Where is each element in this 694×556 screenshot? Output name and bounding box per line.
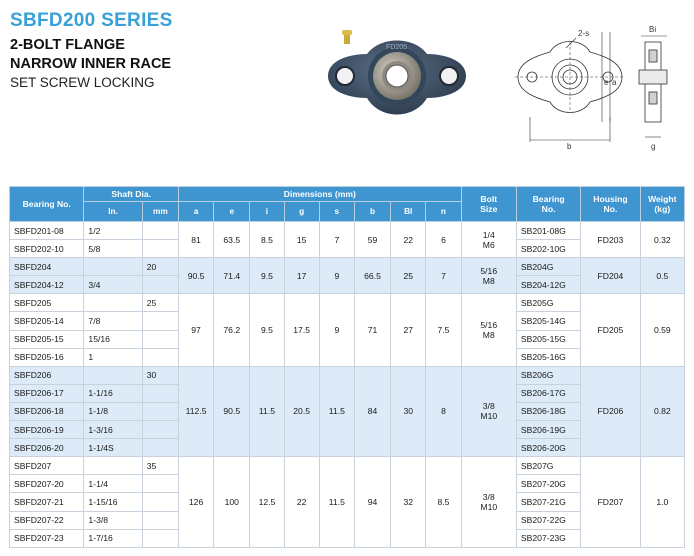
cell-shaft-in: 7/8 (84, 312, 142, 330)
cell-bearing-insert: SB205-16G (516, 348, 580, 366)
cell-dim-bi: 27 (391, 294, 426, 366)
cell-bolt-size: 5/16 M8 (461, 258, 516, 294)
cell-dim-i: 8.5 (250, 222, 284, 258)
cell-housing-no: FD205 (581, 294, 640, 366)
cell-dim-a: 90.5 (178, 258, 213, 294)
cell-weight: 0.59 (640, 294, 684, 366)
cell-bearing-no: SBFD206-20 (10, 439, 84, 457)
cell-dim-e: 90.5 (214, 366, 250, 456)
table-row (10, 258, 685, 276)
cell-shaft-in: 1-1/4S (84, 439, 142, 457)
cell-shaft-mm (142, 475, 178, 493)
cell-bolt-size: 3/8 M10 (461, 457, 516, 547)
cell-dim-g: 22 (284, 457, 319, 547)
th-bolt-size: Bolt Size (461, 187, 516, 222)
svg-text:FD205: FD205 (386, 44, 408, 51)
cell-dim-n: 8.5 (426, 457, 461, 547)
cell-shaft-mm (142, 402, 178, 420)
dim-g-label: g (651, 142, 656, 151)
th-s: s (319, 202, 354, 222)
cell-dim-bi: 30 (391, 366, 426, 456)
cell-dim-e: 76.2 (214, 294, 250, 366)
cell-dim-a: 112.5 (178, 366, 213, 456)
cell-dim-a: 81 (178, 222, 213, 258)
table-row (10, 457, 685, 475)
cell-dim-i: 11.5 (250, 366, 284, 456)
cell-dim-i: 9.5 (250, 258, 284, 294)
dimension-drawing (510, 22, 690, 157)
cell-shaft-in (84, 366, 142, 384)
table-row (10, 294, 685, 312)
cell-shaft-mm: 25 (142, 294, 178, 312)
cell-bolt-size: 3/8 M10 (461, 366, 516, 456)
cell-dim-a: 126 (178, 457, 213, 547)
cell-bearing-insert: SB201-08G (516, 222, 580, 240)
cell-bearing-no: SBFD204-12 (10, 276, 84, 294)
cell-bolt-size: 5/16 M8 (461, 294, 516, 366)
cell-dim-n: 6 (426, 222, 461, 258)
cell-dim-e: 71.4 (214, 258, 250, 294)
cell-shaft-in: 3/4 (84, 276, 142, 294)
cell-dim-g: 20.5 (284, 366, 319, 456)
cell-dim-bi: 32 (391, 457, 426, 547)
cell-shaft-mm: 35 (142, 457, 178, 475)
cell-bearing-insert: SB207-23G (516, 529, 580, 547)
cell-bearing-no: SBFD205-15 (10, 330, 84, 348)
cell-dim-s: 11.5 (319, 366, 354, 456)
cell-bearing-insert: SB204-12G (516, 276, 580, 294)
flange-bearing-photo (322, 28, 472, 128)
th-mm: mm (142, 202, 178, 222)
cell-weight: 0.32 (640, 222, 684, 258)
cell-shaft-in: 1-1/4 (84, 475, 142, 493)
cell-shaft-mm (142, 348, 178, 366)
cell-dim-s: 11.5 (319, 457, 354, 547)
cell-bearing-insert: SB205G (516, 294, 580, 312)
cell-dim-b: 59 (354, 222, 390, 258)
cell-bearing-insert: SB206-18G (516, 402, 580, 420)
th-dimensions: Dimensions (mm) (178, 187, 461, 202)
cell-bearing-no: SBFD201-08 (10, 222, 84, 240)
cell-bearing-no: SBFD205-16 (10, 348, 84, 366)
subtitle-locking: SET SCREW LOCKING (10, 75, 155, 90)
cell-shaft-in: 1-3/16 (84, 421, 142, 439)
cell-bearing-no: SBFD205 (10, 294, 84, 312)
table-row (10, 222, 685, 240)
th-housing-no: Housing No. (581, 187, 640, 222)
cell-dim-s: 9 (319, 294, 354, 366)
th-n: n (426, 202, 461, 222)
cell-bearing-no: SBFD207-22 (10, 511, 84, 529)
cell-shaft-mm: 20 (142, 258, 178, 276)
cell-bearing-no: SBFD206-19 (10, 421, 84, 439)
cell-dim-i: 12.5 (250, 457, 284, 547)
cell-shaft-in: 1 (84, 348, 142, 366)
cell-bearing-insert: SB206-20G (516, 439, 580, 457)
th-e: e (214, 202, 250, 222)
dim-2s-label: 2-s (578, 29, 590, 38)
cell-bearing-no: SBFD202-10 (10, 240, 84, 258)
cell-housing-no: FD204 (581, 258, 640, 294)
cell-dim-a: 97 (178, 294, 213, 366)
header-block (10, 10, 173, 92)
subtitle-inner-race: NARROW INNER RACE (10, 56, 172, 72)
spec-table-body (10, 222, 685, 548)
dim-b-label: b (567, 142, 572, 151)
cell-dim-b: 71 (354, 294, 390, 366)
cell-bearing-no: SBFD206-18 (10, 402, 84, 420)
th-a: a (178, 202, 213, 222)
cell-dim-n: 7.5 (426, 294, 461, 366)
cell-shaft-mm: 30 (142, 366, 178, 384)
dim-e-label: e (604, 78, 609, 87)
dim-bi-label: Bi (649, 25, 657, 34)
cell-bearing-insert: SB204G (516, 258, 580, 276)
cell-bearing-insert: SB205-15G (516, 330, 580, 348)
cell-bearing-no: SBFD207-20 (10, 475, 84, 493)
cell-shaft-in: 1-1/16 (84, 384, 142, 402)
cell-bolt-size: 1/4 M6 (461, 222, 516, 258)
cell-shaft-in (84, 294, 142, 312)
cell-shaft-mm (142, 421, 178, 439)
cell-dim-i: 9.5 (250, 294, 284, 366)
cell-dim-b: 66.5 (354, 258, 390, 294)
th-b: b (354, 202, 390, 222)
cell-shaft-mm (142, 240, 178, 258)
cell-bearing-insert: SB207-22G (516, 511, 580, 529)
cell-shaft-in (84, 258, 142, 276)
cell-bearing-insert: SB207-20G (516, 475, 580, 493)
cell-shaft-mm (142, 439, 178, 457)
cell-bearing-insert: SB202-10G (516, 240, 580, 258)
cell-dim-b: 94 (354, 457, 390, 547)
th-shaft-dia: Shaft Dia. (84, 187, 179, 202)
cell-dim-e: 63.5 (214, 222, 250, 258)
cell-weight: 0.5 (640, 258, 684, 294)
cell-dim-n: 8 (426, 366, 461, 456)
cell-bearing-no: SBFD207-23 (10, 529, 84, 547)
cell-shaft-in: 1-15/16 (84, 493, 142, 511)
th-weight: Weight (kg) (640, 187, 684, 222)
cell-dim-bi: 22 (391, 222, 426, 258)
cell-bearing-insert: SB205-14G (516, 312, 580, 330)
cell-dim-e: 100 (214, 457, 250, 547)
cell-shaft-in: 15/16 (84, 330, 142, 348)
th-bearing-no2: Bearing No. (516, 187, 580, 222)
cell-bearing-no: SBFD207-21 (10, 493, 84, 511)
cell-shaft-in: 1-1/8 (84, 402, 142, 420)
cell-shaft-mm (142, 529, 178, 547)
cell-shaft-mm (142, 312, 178, 330)
cell-housing-no: FD203 (581, 222, 640, 258)
cell-dim-g: 17 (284, 258, 319, 294)
cell-dim-s: 9 (319, 258, 354, 294)
cell-dim-g: 17.5 (284, 294, 319, 366)
th-bearing-no: Bearing No. (10, 187, 84, 222)
cell-shaft-in (84, 457, 142, 475)
cell-bearing-no: SBFD205-14 (10, 312, 84, 330)
cell-shaft-in: 1/2 (84, 222, 142, 240)
cell-dim-g: 15 (284, 222, 319, 258)
cell-bearing-insert: SB206-17G (516, 384, 580, 402)
cell-dim-s: 7 (319, 222, 354, 258)
cell-shaft-mm (142, 384, 178, 402)
cell-shaft-mm (142, 222, 178, 240)
cell-bearing-insert: SB207G (516, 457, 580, 475)
cell-bearing-insert: SB206G (516, 366, 580, 384)
cell-weight: 0.82 (640, 366, 684, 456)
cell-weight: 1.0 (640, 457, 684, 547)
series-title: SBFD200 SERIES (10, 10, 173, 31)
cell-bearing-insert: SB207-21G (516, 493, 580, 511)
cell-dim-b: 84 (354, 366, 390, 456)
cell-shaft-mm (142, 330, 178, 348)
spec-table (9, 186, 685, 548)
cell-bearing-no: SBFD204 (10, 258, 84, 276)
cell-shaft-in: 1-3/8 (84, 511, 142, 529)
table-row (10, 366, 685, 384)
cell-bearing-no: SBFD207 (10, 457, 84, 475)
th-g: g (284, 202, 319, 222)
cell-shaft-mm (142, 511, 178, 529)
cell-bearing-insert: SB206-19G (516, 421, 580, 439)
cell-bearing-no: SBFD206 (10, 366, 84, 384)
cell-housing-no: FD206 (581, 366, 640, 456)
cell-shaft-in: 5/8 (84, 240, 142, 258)
dim-a-label: a (612, 78, 617, 87)
th-bi: Bl (391, 202, 426, 222)
cell-dim-n: 7 (426, 258, 461, 294)
th-in: In. (84, 202, 142, 222)
cell-shaft-mm (142, 493, 178, 511)
cell-housing-no: FD207 (581, 457, 640, 547)
th-i: i (250, 202, 284, 222)
subtitle-flange: 2-BOLT FLANGE (10, 37, 125, 53)
cell-dim-bi: 25 (391, 258, 426, 294)
cell-bearing-no: SBFD206-17 (10, 384, 84, 402)
cell-shaft-mm (142, 276, 178, 294)
cell-shaft-in: 1-7/16 (84, 529, 142, 547)
